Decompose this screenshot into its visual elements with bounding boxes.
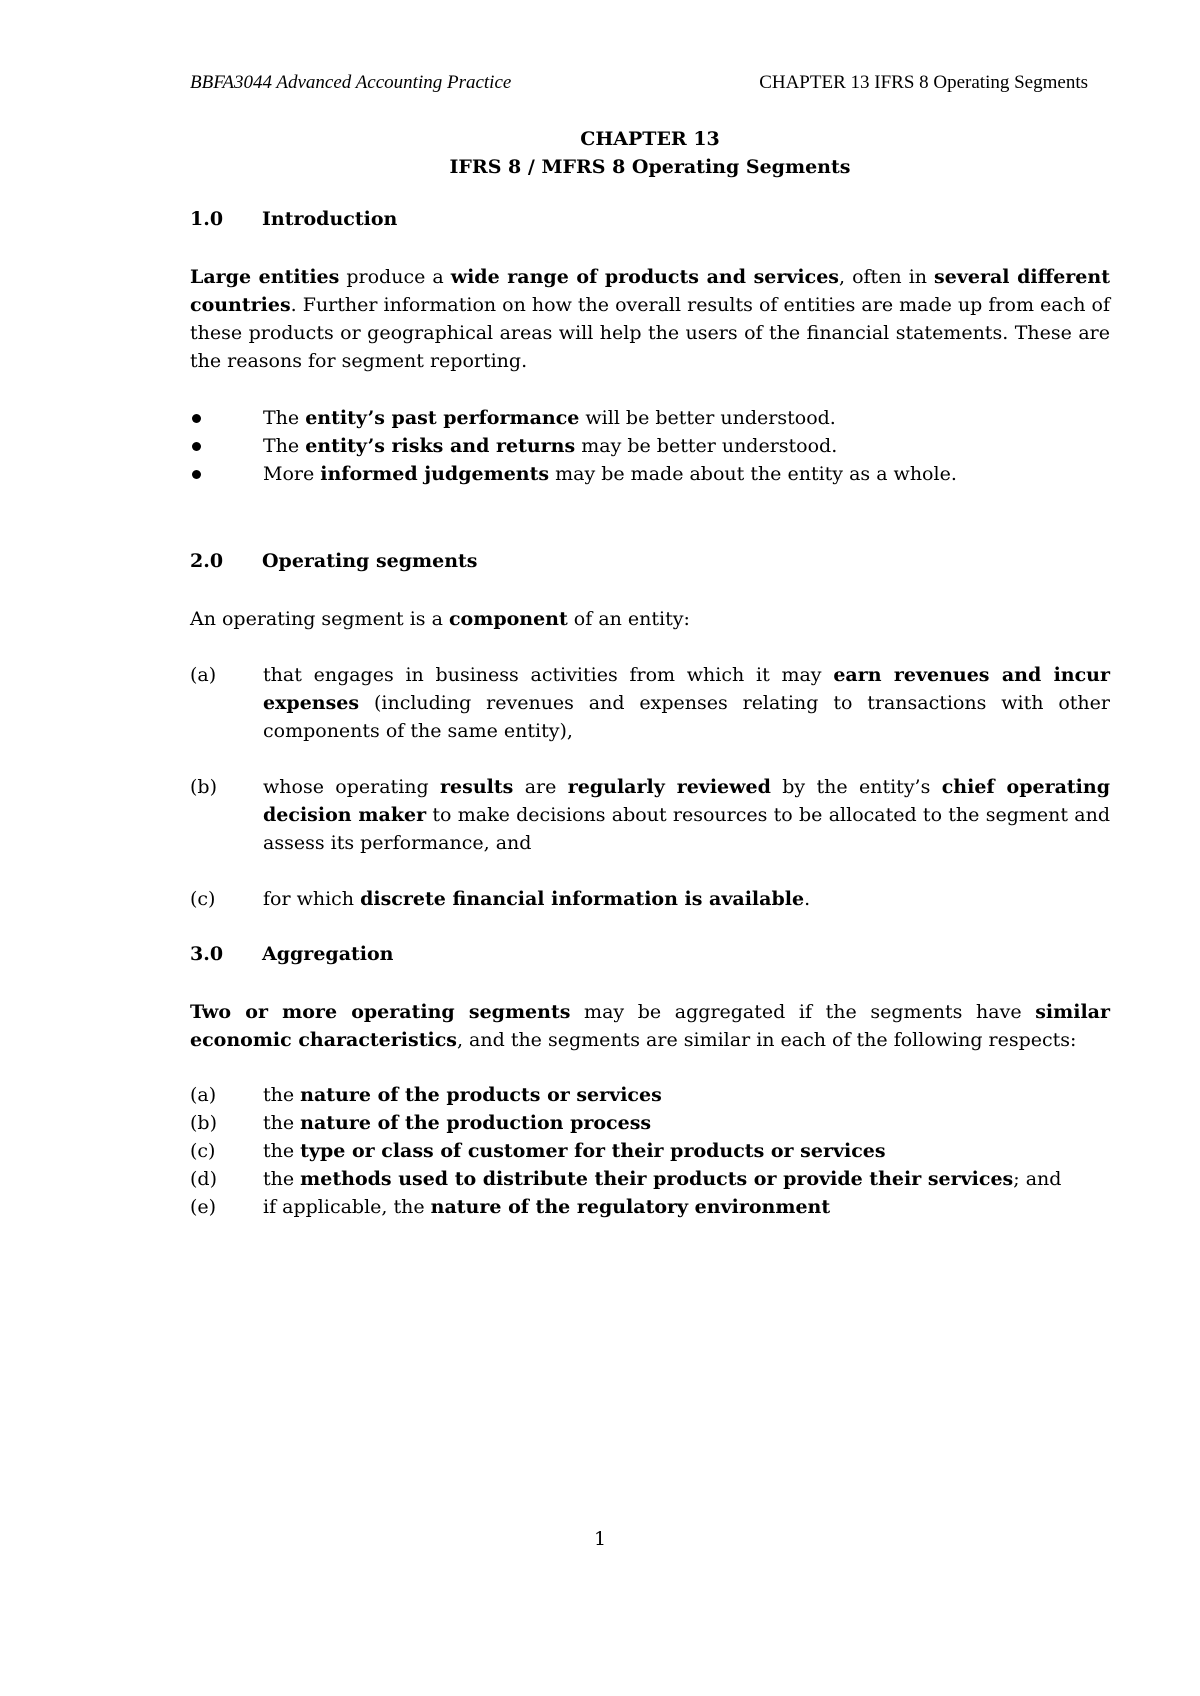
list-marker: (c) <box>190 1140 216 1162</box>
list-marker: (b) <box>190 1112 217 1134</box>
introduction-paragraph: Large entities produce a wide range of products and services, often in several different countries. Further information on how the overall results of entities are made up from each of these products or geographical areas will help the users of the financial statements. These are the reasons for segment reporting. <box>190 266 1110 372</box>
list-item: More informed judgements may be made about the entity as a whole. <box>190 460 1110 488</box>
aggregation-paragraph: Two or more operating segments may be aggregated if the segments have similar economic characteristics, and the segments are similar in each of the following respects: <box>190 1001 1110 1051</box>
list-item: (a) that engages in business activities from which it may earn revenues and incur expenses (including revenues and expenses relating to transactions with other components of the same entity), <box>190 661 1110 745</box>
bullet-icon <box>192 470 201 479</box>
bullet-icon <box>192 414 201 423</box>
section-title: Operating segments <box>262 550 478 572</box>
header-course: BBFA3044 Advanced Accounting Practice <box>190 72 512 93</box>
list-marker: (b) <box>190 776 217 798</box>
list-marker: (c) <box>190 888 216 910</box>
list-item: (b) whose operating results are regularly reviewed by the entity’s chief operating decision maker to make decisions about resources to be allocated to the segment and assess its performance, and <box>190 773 1110 857</box>
list-item: The entity’s past performance will be better understood. <box>190 404 1110 432</box>
list-item: (e) if applicable, the nature of the regulatory environment <box>190 1193 1110 1221</box>
list-item: (d) the methods used to distribute their products or provide their services; and <box>190 1165 1110 1193</box>
list-item: The entity’s risks and returns may be better understood. <box>190 432 1110 460</box>
section-heading-operating-segments <box>190 550 478 572</box>
header-chapter: CHAPTER 13 IFRS 8 Operating Segments <box>759 72 1088 93</box>
section-number: 1.0 <box>190 208 224 230</box>
list-marker: (a) <box>190 1084 217 1106</box>
list-item: (c) for which discrete financial information is available. <box>190 885 1110 913</box>
page-number: 1 <box>593 1528 607 1550</box>
bullet-icon <box>192 442 201 451</box>
section-heading-aggregation <box>190 943 394 965</box>
chapter-subtitle: IFRS 8 / MFRS 8 Operating Segments <box>449 156 851 178</box>
section-title: Introduction <box>262 208 398 230</box>
list-item: (a) the nature of the products or services <box>190 1081 1110 1109</box>
section-heading-introduction <box>190 208 397 230</box>
chapter-title: CHAPTER 13 <box>580 128 720 150</box>
section-number: 3.0 <box>190 943 224 965</box>
list-marker: (d) <box>190 1168 217 1190</box>
list-item: (c) the type or class of customer for their products or services <box>190 1137 1110 1165</box>
operating-segment-intro: An operating segment is a component of an entity: <box>190 608 690 630</box>
section-title: Aggregation <box>262 943 394 965</box>
section-number: 2.0 <box>190 550 224 572</box>
list-marker: (a) <box>190 664 217 686</box>
list-item: (b) the nature of the production process <box>190 1109 1110 1137</box>
list-marker: (e) <box>190 1196 217 1218</box>
